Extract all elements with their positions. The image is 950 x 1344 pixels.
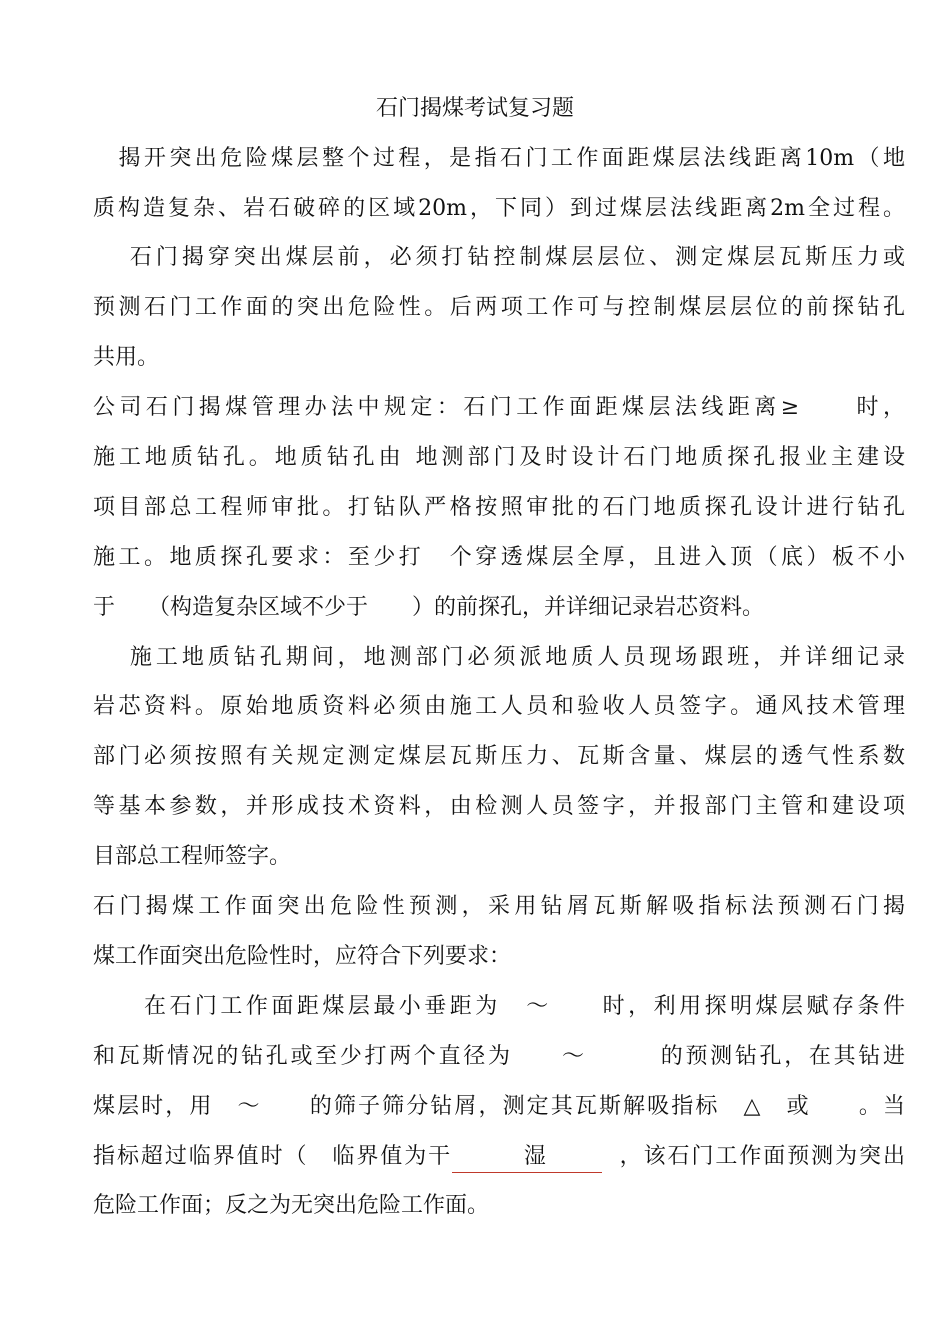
document-title: 石门揭煤考试复习题 [375, 96, 574, 121]
text-line: 揭开突出危险煤层整个过程，是指石门工作面距煤层法线距离10m（地 [93, 146, 905, 171]
text-line: 石门揭穿突出煤层前，必须打钻控制煤层层位、测定煤层瓦斯压力或 [93, 245, 905, 270]
text-line: 煤工作面突出危险性时，应符合下列要求： [93, 944, 512, 969]
text-line: 施工地质钻孔。地质钻孔由 地测部门及时设计石门地质探孔报业主建设 [93, 445, 905, 470]
text-line: 煤层时，用 ～ 的筛子筛分钻屑，测定其瓦斯解吸指标 △ 或 。当 [93, 1094, 905, 1119]
text-line: 目部总工程师签字。 [93, 844, 292, 869]
text-line: 公司石门揭煤管理办法中规定：石门工作面距煤层法线距离≥ 时， [93, 395, 905, 420]
text-line: 施工地质钻孔期间，地测部门必须派地质人员现场跟班，并详细记录 [93, 645, 905, 670]
text-line: 岩芯资料。原始地质资料必须由施工人员和验收人员签字。通风技术管理 [93, 694, 905, 719]
text-line: 预测石门工作面的突出危险性。后两项工作可与控制煤层层位的前探钻孔 [93, 295, 905, 320]
text-line: 质构造复杂、岩石破碎的区域20m，下同）到过煤层法线距离2m全过程。 [93, 196, 905, 221]
text-line: 危险工作面；反之为无突出危险工作面。 [93, 1193, 490, 1218]
text-line: 施工。地质探孔要求：至少打 个穿透煤层全厚，且进入顶（底）板不小 [93, 545, 905, 570]
text-line: 在石门工作面距煤层最小垂距为 ～ 时，利用探明煤层赋存条件 [93, 994, 905, 1019]
text-line: 等基本参数，并形成技术资料，由检测人员签字，并报部门主管和建设项 [93, 794, 905, 819]
text-line: 石门揭煤工作面突出危险性预测，采用钻屑瓦斯解吸指标法预测石门揭 [93, 894, 905, 919]
text-line: 于 （构造复杂区域不少于 ）的前探孔，并详细记录岩芯资料。 [93, 595, 765, 620]
text-line: 共用。 [93, 345, 160, 370]
text-line: 和瓦斯情况的钻孔或至少打两个直径为 ～ 的预测钻孔，在其钻进 [93, 1044, 905, 1069]
red-underline-mark [452, 1172, 602, 1173]
text-line: 指标超过临界值时（ 临界值为干 湿 ，该石门工作面预测为突出 [93, 1144, 905, 1169]
text-line: 部门必须按照有关规定测定煤层瓦斯压力、瓦斯含量、煤层的透气性系数 [93, 744, 905, 769]
text-line: 项目部总工程师审批。打钻队严格按照审批的石门地质探孔设计进行钻孔 [93, 495, 905, 520]
